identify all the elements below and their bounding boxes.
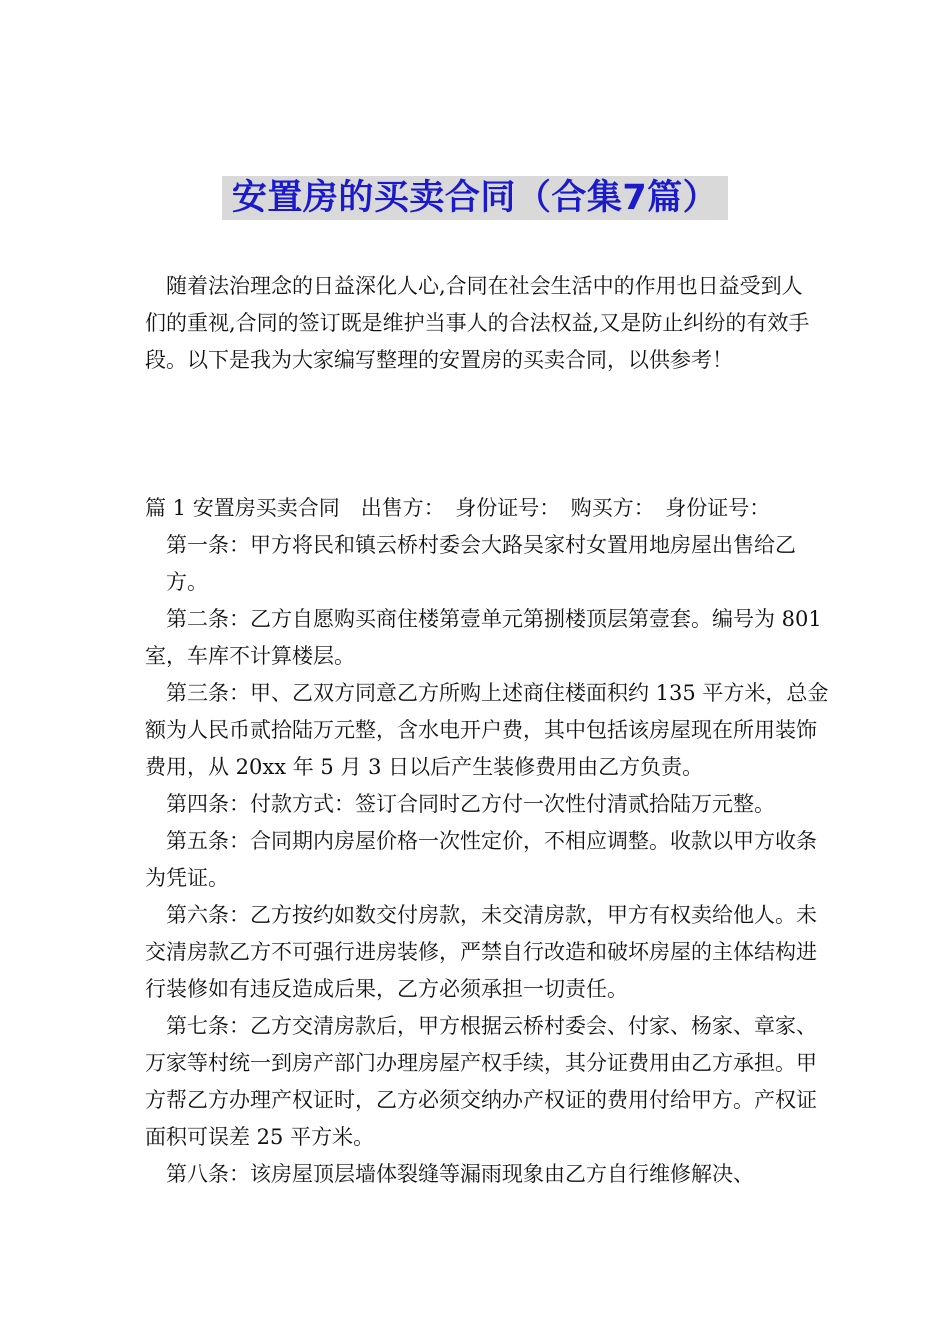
article-8: 第八条：该房屋顶层墙体裂缝等漏雨现象由乙方自行维修解决、 [166,1162,754,1186]
contract-header-line: 篇 1 安置房买卖合同 出售方： 身份证号： 购买方： 身份证号： [145,496,771,520]
intro-section [145,268,810,379]
article-2: 第二条：乙方自愿购买商住楼第壹单元第捌楼顶层第壹套。编号为 801 室，车库不计算楼层。 [145,607,822,668]
article-1: 第一条：甲方将民和镇云桥村委会大路吴家村女置用地房屋出售给乙方。 [166,533,796,594]
article-4: 第四条：付款方式：签订合同时乙方付一次性付清贰拾陆万元整。 [166,792,775,816]
article-3: 第三条：甲、乙双方同意乙方所购上述商住楼面积约 135 平方米，总金额为人民币贰拾陆万元整，含水电开户费，其中包括该房屋现在所用装饰费用，从 20xx 年 5 月 3 日以后产生装修费用由乙方负责。 [145,681,829,779]
article-6: 第六条：乙方按约如数交付房款，未交清房款，甲方有权卖给他人。未交清房款乙方不可强行进房装修，严禁自行改造和破坏房屋的主体结构进行装修如有违反造成后果，乙方必须承担一切责任。 [145,903,817,1001]
intro-paragraph: 随着法治理念的日益深化人心,合同在社会生活中的作用也日益受到人们的重视,合同的签订既是维护当事人的合法权益,又是防止纠纷的有效手段。以下是我为大家编写整理的安置房的买卖合同，以供参考！ [145,274,810,372]
article-7: 第七条：乙方交清房款后，甲方根据云桥村委会、付家、杨家、章家、万家等村统一到房产部门办理房屋产权手续，其分证费用由乙方承担。甲方帮乙方办理产权证时，乙方必须交纳办产权证的费用付给甲方。产权证面积可误差 25 平方米。 [145,1014,817,1149]
article-5: 第五条：合同期内房屋价格一次性定价，不相应调整。收款以甲方收条为凭证。 [145,829,817,890]
contract-articles [145,490,835,1193]
title-block [0,176,950,220]
document-title: 安置房的买卖合同（合集7篇） [222,176,728,220]
